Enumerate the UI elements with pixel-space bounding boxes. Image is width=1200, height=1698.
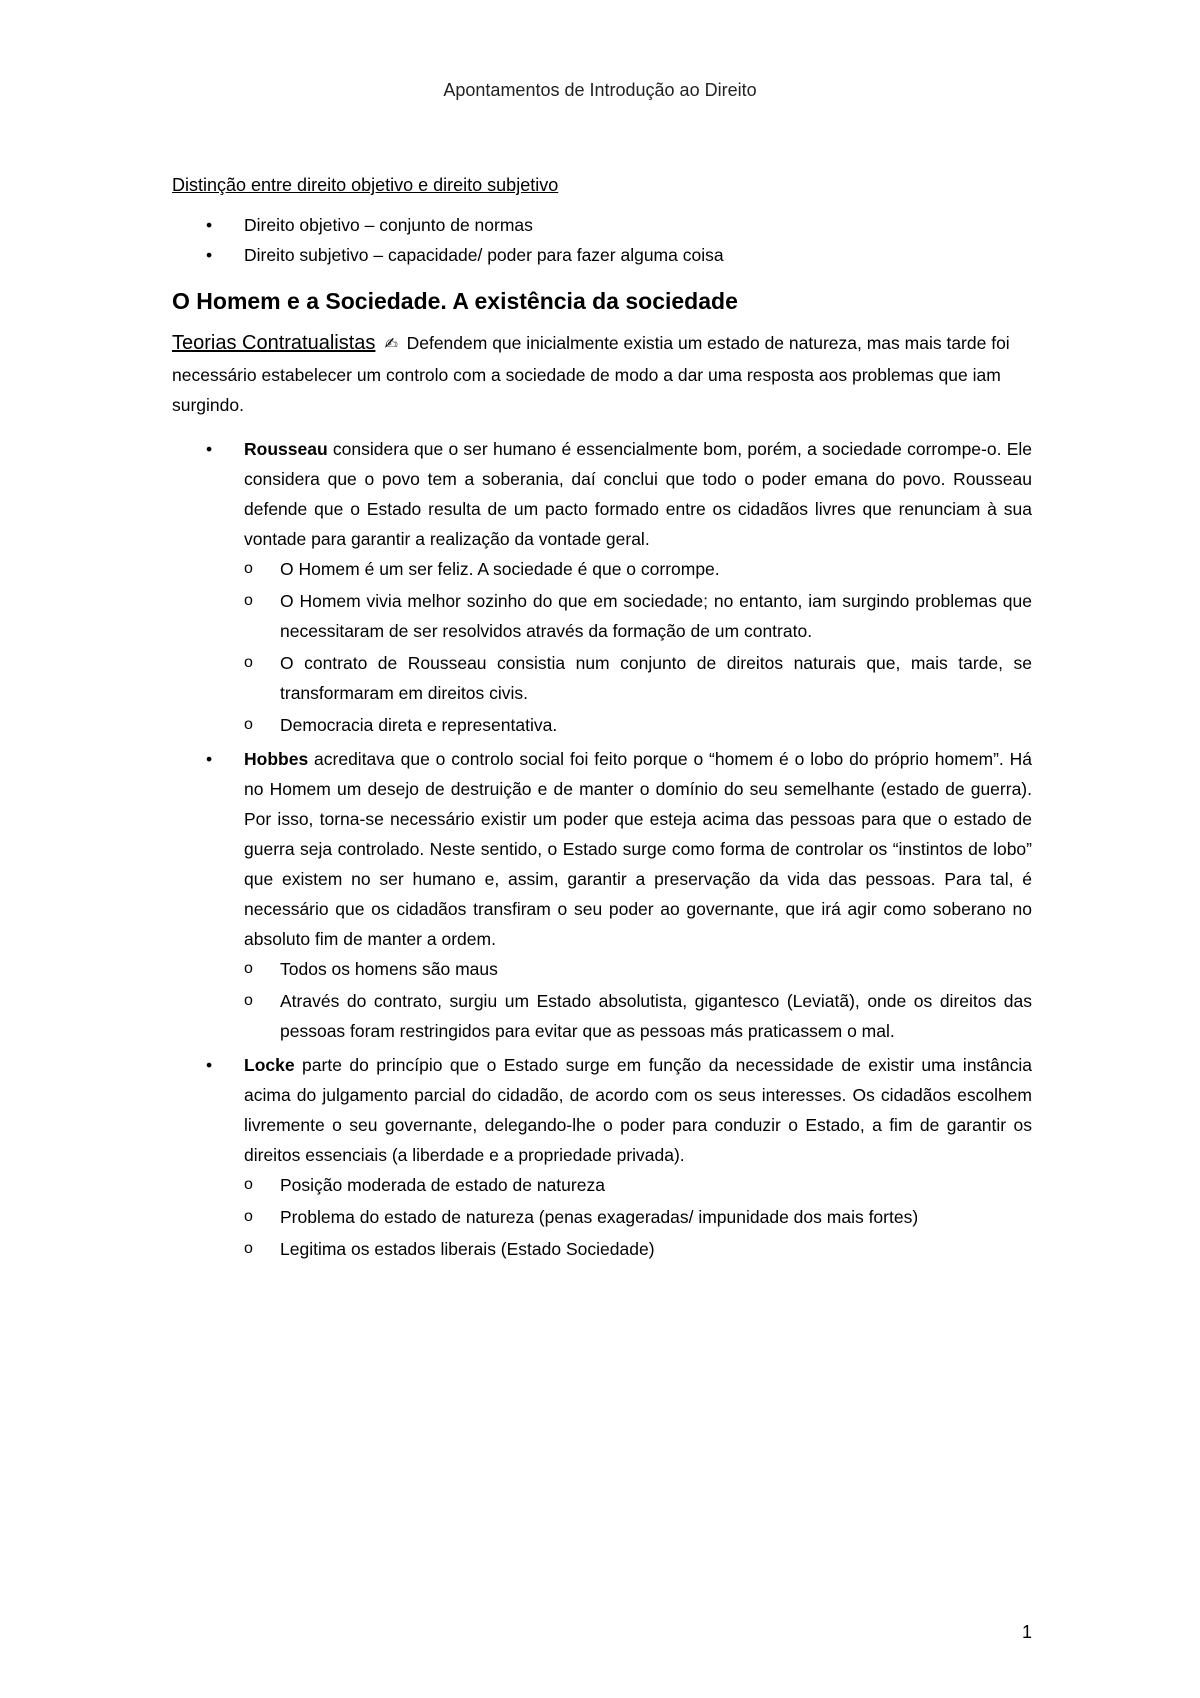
thinker-paragraph xyxy=(244,434,1032,554)
list-item: o Democracia direta e representativa. xyxy=(244,710,1032,740)
list-item: o Através do contrato, surgiu um Estado absolutista, gigantesco (Leviatã), onde os direitos das pessoas foram restringidos para evitar que as pessoas más praticassem o mal. xyxy=(244,986,1032,1046)
section-heading-distincao: Distinção entre direito objetivo e direito subjetivo xyxy=(172,175,559,195)
thinker-locke xyxy=(172,1050,1032,1264)
thinker-points xyxy=(244,1170,1032,1264)
theories-intro-paragraph xyxy=(172,328,1032,420)
list-item: • Direito subjetivo – capacidade/ poder para fazer alguma coisa xyxy=(172,240,1032,270)
thinker-text: considera que o ser humano é essencialmente bom, porém, a sociedade corrompe-o. Ele considera que o povo tem a soberania, daí conclui que todo o poder emana do povo. Rousseau defende que o Estado resulta de um pacto formado entre os cidadãos livres que renunciam à sua vontade para garantir a realização da vontade geral. xyxy=(244,439,1032,549)
theory-title: Teorias Contratualistas xyxy=(172,332,376,354)
list-item: o Todos os homens são maus xyxy=(244,954,1032,984)
theories-intro-text: Defendem que inicialmente existia um estado de natureza, mas mais tarde foi necessário estabelecer um controlo com a sociedade de modo a dar uma resposta aos problemas que iam surgindo. xyxy=(172,333,1010,415)
thinker-points xyxy=(244,954,1032,1046)
thinker-name: Locke xyxy=(244,1055,295,1075)
thinker-name: Rousseau xyxy=(244,439,328,459)
thinker-paragraph xyxy=(244,744,1032,954)
section-title-homem-sociedade: O Homem e a Sociedade. A existência da sociedade xyxy=(172,288,738,314)
definitions-list xyxy=(172,210,1032,270)
list-item: o Posição moderada de estado de natureza xyxy=(244,1170,1032,1200)
thinker-hobbes xyxy=(172,744,1032,1046)
thinkers-list xyxy=(172,434,1032,1264)
writing-hand-icon: ✍ xyxy=(384,336,398,353)
thinker-text: parte do princípio que o Estado surge em função da necessidade de existir uma instância acima do julgamento parcial do cidadão, de acordo com os seus interesses. Os cidadãos escolhem livremente o seu governante, delegando-lhe o poder para conduzir o Estado, a fim de garantir os direitos essenciais (a liberdade e a propriedade privada). xyxy=(244,1055,1032,1165)
list-item: o Problema do estado de natureza (penas exageradas/ impunidade dos mais fortes) xyxy=(244,1202,1032,1232)
thinker-rousseau xyxy=(172,434,1032,740)
list-item: • Direito objetivo – conjunto de normas xyxy=(172,210,1032,240)
page-number: 1 xyxy=(1021,1622,1032,1642)
page-content xyxy=(172,170,1032,1268)
thinker-name: Hobbes xyxy=(244,749,309,769)
list-item: o O Homem é um ser feliz. A sociedade é que o corrompe. xyxy=(244,554,1032,584)
list-item: o Legitima os estados liberais (Estado Sociedade) xyxy=(244,1234,1032,1264)
list-item: o O contrato de Rousseau consistia num conjunto de direitos naturais que, mais tarde, se transformaram em direitos civis. xyxy=(244,648,1032,708)
thinker-points xyxy=(244,554,1032,740)
thinker-text: acreditava que o controlo social foi feito porque o “homem é o lobo do próprio homem”. Há no Homem um desejo de destruição e de manter o domínio do seu semelhante (estado de guerra). Por isso, torna-se necessário existir um poder que esteja acima das pessoas para que o estado de guerra seja controlado. Neste sentido, o Estado surge como forma de controlar os “instintos de lobo” que existem no ser humano e, assim, garantir a preservação da vida das pessoas. Para tal, é necessário que os cidadãos transfiram o seu poder ao governante, que irá agir como soberano no absoluto fim de manter a ordem. xyxy=(244,749,1032,949)
running-header: Apontamentos de Introdução ao Direito xyxy=(443,80,757,100)
thinker-paragraph xyxy=(244,1050,1032,1170)
list-item: o O Homem vivia melhor sozinho do que em sociedade; no entanto, iam surgindo problemas que necessitaram de ser resolvidos através da formação de um contrato. xyxy=(244,586,1032,646)
